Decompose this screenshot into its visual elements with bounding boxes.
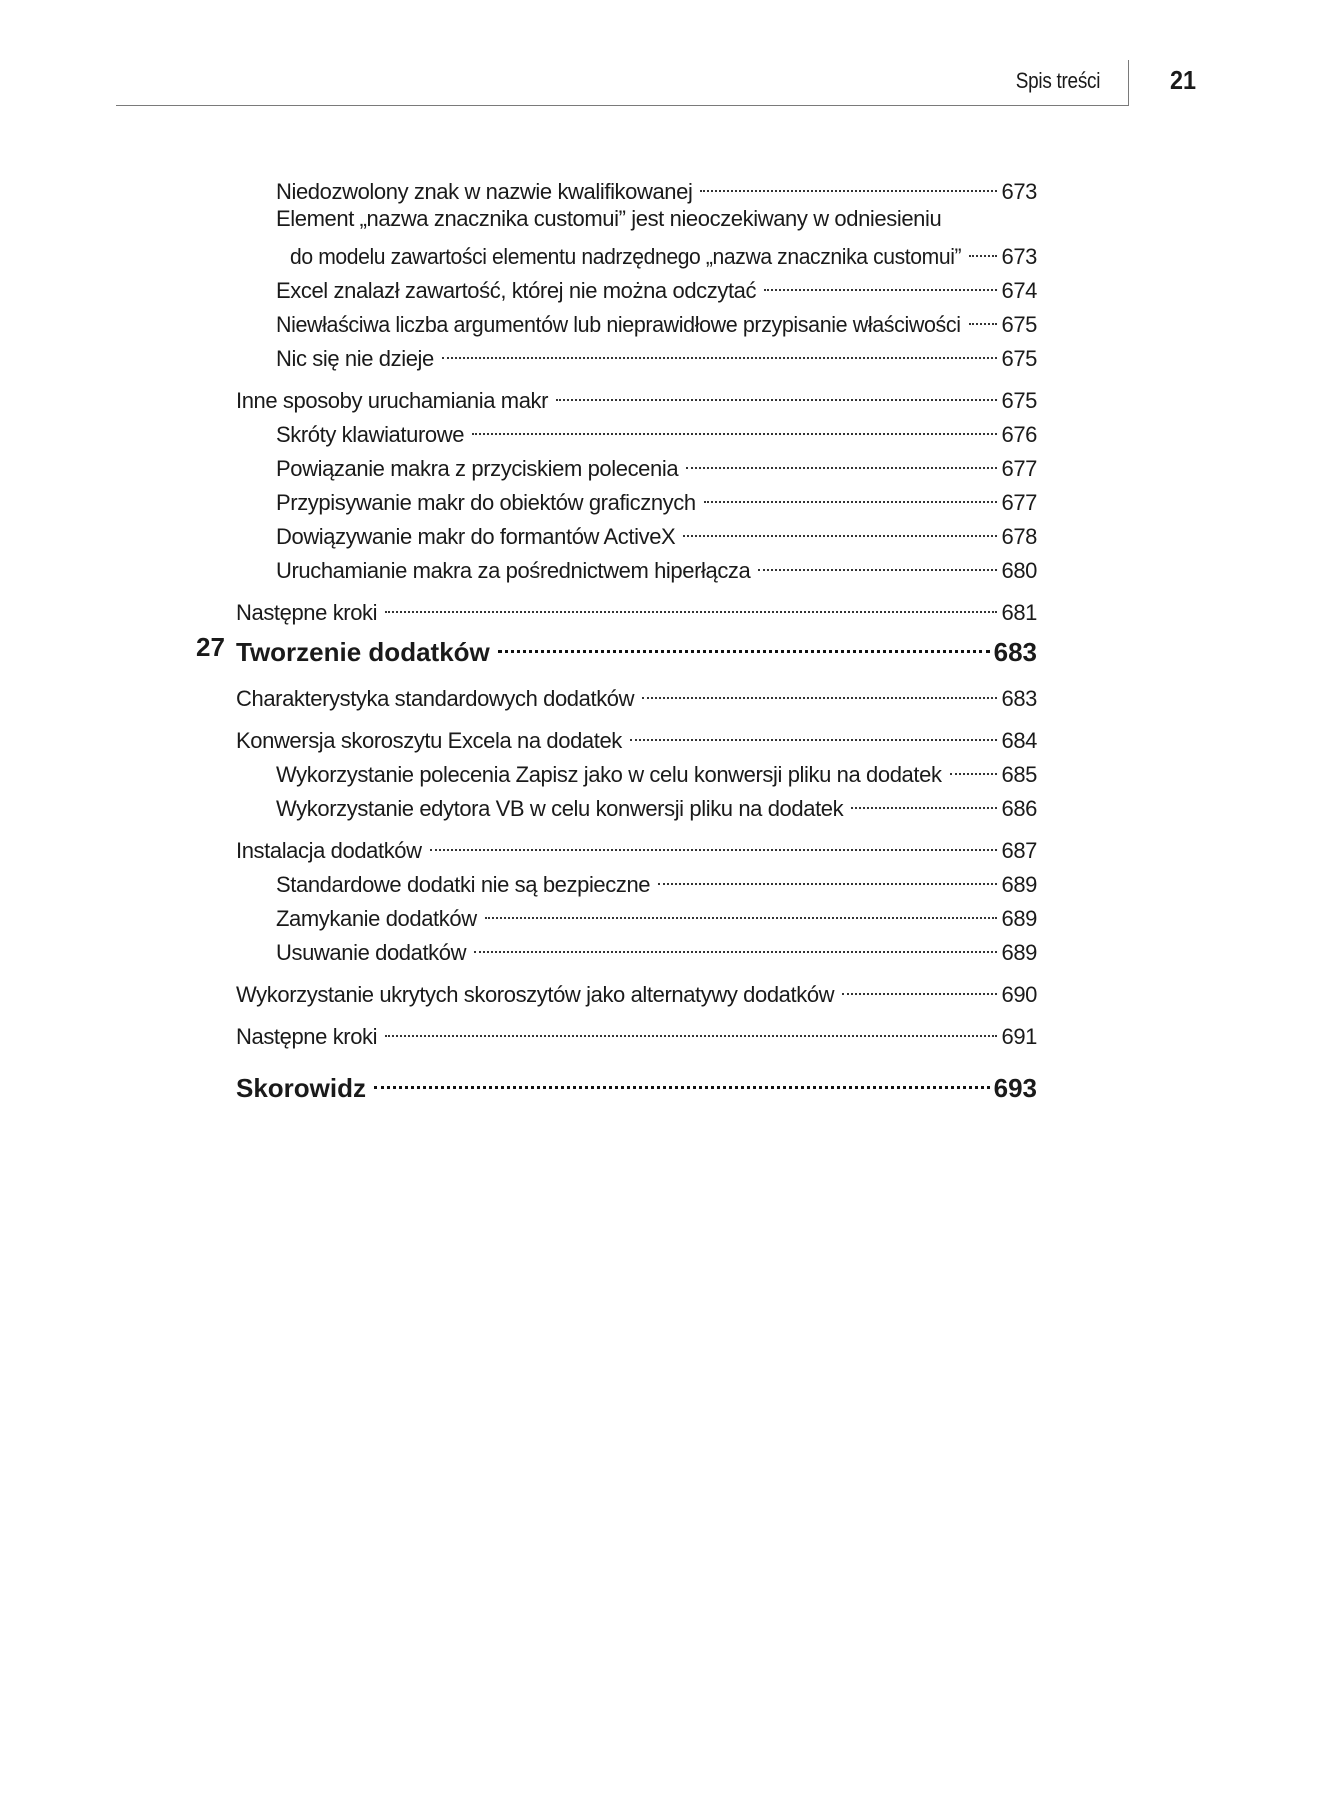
dot-leader: [374, 1069, 990, 1097]
toc-entry-title: Następne kroki: [236, 1024, 378, 1049]
toc-entry-title: do modelu zawartości elementu nadrzędnego „nazwa znacznika customui”: [290, 244, 962, 269]
toc-index-entry[interactable]: [236, 1069, 1037, 1102]
dot-leader: [851, 788, 997, 816]
toc-entry-title: Zamykanie dodatków: [276, 906, 477, 931]
dot-leader: [764, 270, 997, 298]
dot-leader: [642, 678, 997, 706]
dot-leader: [385, 1016, 997, 1044]
toc-entry[interactable]: [276, 864, 1037, 899]
toc-entry-page: 681: [1001, 600, 1037, 625]
dot-leader: [498, 633, 990, 661]
toc-entry-page: 680: [1001, 558, 1037, 583]
toc-entry[interactable]: [276, 338, 1037, 373]
toc-entry[interactable]: [276, 516, 1037, 551]
toc-entry-title: Następne kroki: [236, 600, 378, 625]
toc-entry-title: Dowiązywanie makr do formantów ActiveX: [276, 524, 676, 549]
toc-entry-page: 686: [1001, 796, 1037, 821]
chapter-page: 683: [993, 637, 1037, 667]
index-page: 693: [993, 1073, 1037, 1103]
dot-leader: [474, 932, 997, 960]
dot-leader: [969, 304, 998, 332]
dot-leader: [950, 754, 998, 782]
toc-entry[interactable]: [276, 414, 1037, 449]
toc-entry[interactable]: [276, 932, 1037, 967]
toc-entry-page: 690: [1001, 982, 1037, 1007]
toc-entry-title: Standardowe dodatki nie są bezpieczne: [276, 872, 651, 897]
toc-entry[interactable]: [236, 380, 1037, 415]
dot-leader: [485, 898, 998, 926]
chapter-title: Tworzenie dodatków: [236, 637, 490, 667]
toc-entry-title: Uruchamianie makra za pośrednictwem hiperłącza: [276, 558, 751, 583]
toc-entry-title: Powiązanie makra z przyciskiem polecenia: [276, 456, 679, 481]
toc-entry[interactable]: [276, 304, 1037, 339]
toc-entry[interactable]: [276, 448, 1037, 483]
dot-leader: [683, 516, 997, 544]
toc-entry[interactable]: [276, 270, 1037, 305]
toc-entry-title: Charakterystyka standardowych dodatków: [236, 686, 635, 711]
dot-leader: [385, 592, 997, 620]
toc-entry-page: 673: [1001, 179, 1037, 204]
toc-entry[interactable]: [276, 754, 1037, 789]
toc-entry-title: Usuwanie dodatków: [276, 940, 467, 965]
dot-leader: [704, 482, 998, 510]
toc-entry-title: Wykorzystanie edytora VB w celu konwersji pliku na dodatek: [276, 796, 844, 821]
toc-entry-title: Excel znalazł zawartość, której nie można odczytać: [276, 278, 757, 303]
toc-entry-page: 689: [1001, 906, 1037, 931]
running-head-title: Spis treści: [1015, 68, 1100, 93]
toc-entry-title: Konwersja skoroszytu Excela na dodatek: [236, 728, 622, 753]
toc-entry[interactable]: [236, 1016, 1037, 1051]
toc-entry[interactable]: [236, 678, 1037, 713]
toc-entry-page: 685: [1001, 762, 1037, 787]
toc-entry-page: 683: [1001, 686, 1037, 711]
header-divider-vertical: [1128, 60, 1129, 106]
toc-entry[interactable]: [236, 720, 1037, 755]
toc-entry-page: 675: [1001, 346, 1037, 371]
toc-entry[interactable]: [276, 482, 1037, 517]
toc-entry-page: 677: [1001, 490, 1037, 515]
toc-entry-page: 674: [1001, 278, 1037, 303]
toc-entry-page: 687: [1001, 838, 1037, 863]
toc-entry-page: 677: [1001, 456, 1037, 481]
page-number: 21: [1170, 65, 1197, 95]
toc-entry-page: 675: [1001, 312, 1037, 337]
toc-entry[interactable]: [290, 236, 1037, 271]
dot-leader: [969, 236, 997, 264]
toc-entry-page: 691: [1001, 1024, 1037, 1049]
page-header: [0, 0, 1339, 110]
toc-entry-title: Wykorzystanie polecenia Zapisz jako w celu konwersji pliku na dodatek: [276, 762, 942, 787]
toc-entry[interactable]: [236, 974, 1037, 1009]
dot-leader: [700, 171, 997, 199]
toc-entry-page: 676: [1001, 422, 1037, 447]
dot-leader: [556, 380, 997, 408]
toc-entry-title: Skróty klawiaturowe: [276, 422, 465, 447]
dot-leader: [472, 414, 997, 442]
toc-entry[interactable]: [236, 592, 1037, 627]
dot-leader: [842, 974, 997, 1002]
dot-leader: [686, 448, 997, 476]
toc-entry[interactable]: [276, 788, 1037, 823]
toc-entry[interactable]: [276, 171, 1037, 206]
toc-entry-title: Przypisywanie makr do obiektów graficznych: [276, 490, 696, 515]
toc-entry-title: Niedozwolony znak w nazwie kwalifikowanej: [276, 179, 693, 204]
dot-leader: [442, 338, 998, 366]
toc-entry-page: 675: [1001, 388, 1037, 413]
toc-entry-page: 684: [1001, 728, 1037, 753]
dot-leader: [430, 830, 998, 858]
toc-entry-page: 689: [1001, 940, 1037, 965]
toc-entry-page: 678: [1001, 524, 1037, 549]
dot-leader: [758, 550, 997, 578]
toc-entry[interactable]: [276, 898, 1037, 933]
toc-entry[interactable]: [276, 550, 1037, 585]
dot-leader: [658, 864, 997, 892]
toc-chapter-entry[interactable]: [236, 633, 1037, 666]
chapter-number: 27: [196, 632, 225, 662]
toc-entry-title: Niewłaściwa liczba argumentów lub nieprawidłowe przypisanie właściwości: [276, 312, 961, 337]
toc-entry-page: 689: [1001, 872, 1037, 897]
toc-entry-title: Wykorzystanie ukrytych skoroszytów jako alternatywy dodatków: [236, 982, 835, 1007]
toc-entry[interactable]: [236, 830, 1037, 865]
toc-entry-title: Inne sposoby uruchamiania makr: [236, 388, 549, 413]
dot-leader: [630, 720, 998, 748]
toc-entry-page: 673: [1001, 244, 1037, 269]
toc-entry-title: Instalacja dodatków: [236, 838, 422, 863]
header-rule: [116, 105, 1129, 106]
toc-entry-title-line: Element „nazwa znacznika customui” jest nieoczekiwany w odniesieniu: [276, 206, 942, 231]
index-title: Skorowidz: [236, 1073, 367, 1103]
toc-entry-title: Nic się nie dzieje: [276, 346, 434, 371]
